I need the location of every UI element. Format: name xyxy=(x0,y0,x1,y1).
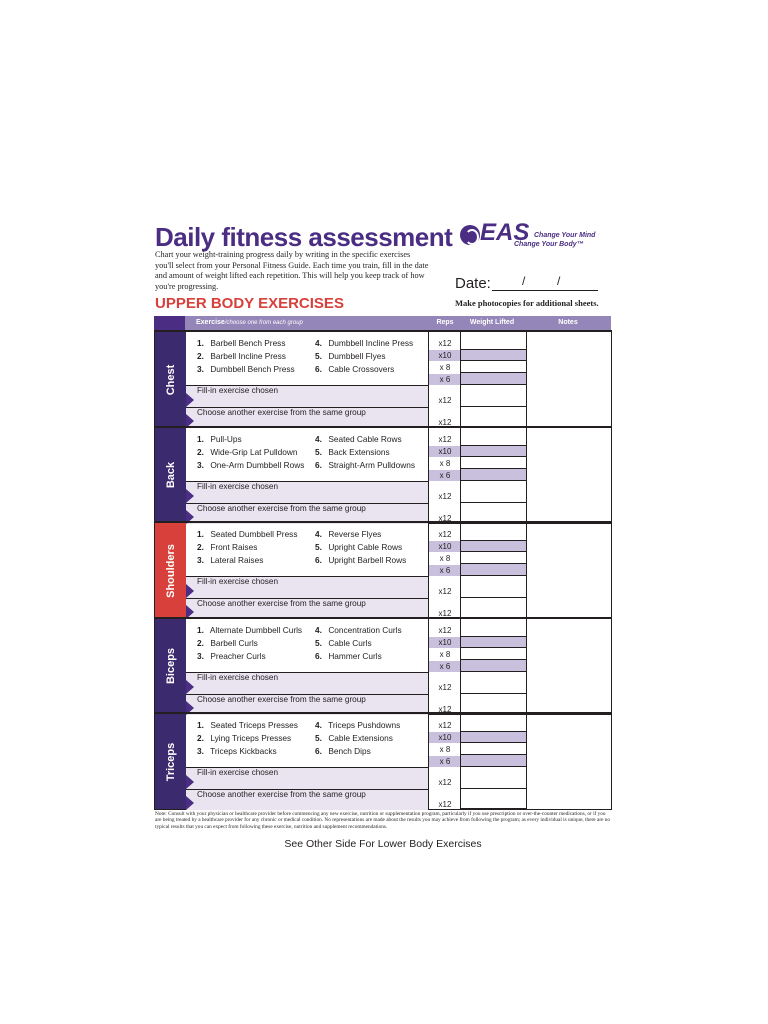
exercise-name: Cable Extensions xyxy=(328,733,393,743)
logo-tagline-2: Change Your Body™ xyxy=(514,241,584,248)
header-exercise xyxy=(196,319,303,326)
rep-label: x12 xyxy=(438,418,452,427)
weight-lifted-cell[interactable] xyxy=(461,385,527,407)
exercise-name: Seated Dumbbell Press xyxy=(210,529,298,539)
exercise-name: Preacher Curls xyxy=(210,650,266,661)
exercise-option xyxy=(197,650,302,663)
exercise-option xyxy=(197,541,297,554)
rep-label: x10 xyxy=(429,637,461,648)
exercise-name: Concentration Curls xyxy=(328,624,402,635)
row-marker-icon xyxy=(186,584,194,598)
exercise-name: Triceps Kickbacks xyxy=(210,746,277,756)
exercise-number: 1. xyxy=(197,529,204,539)
row-marker-icon xyxy=(186,393,194,407)
exercise-name: Front Raises xyxy=(210,542,258,552)
choose-another-label: Choose another exercise from the same group xyxy=(197,503,366,513)
exercise-option xyxy=(197,350,295,363)
notes-cell[interactable] xyxy=(526,714,612,809)
fill-in-label: Fill-in exercise chosen xyxy=(197,768,278,777)
exercise-name: Dumbbell Bench Press xyxy=(210,364,295,374)
rep-label: x12 xyxy=(438,778,452,787)
row-marker-icon xyxy=(186,680,194,694)
exercise-name: Seated Cable Rows xyxy=(328,433,402,444)
exercise-column xyxy=(315,719,400,758)
exercise-name: Back Extensions xyxy=(328,446,390,457)
exercise-name: Hammer Curls xyxy=(328,650,382,661)
exercise-option xyxy=(315,433,415,446)
weight-lifted-cell[interactable] xyxy=(461,446,527,457)
exercise-option xyxy=(315,554,406,567)
fill-in-exercise-field[interactable] xyxy=(186,767,428,789)
weight-lifted-cell[interactable] xyxy=(461,350,527,361)
reps-column xyxy=(428,714,461,809)
exercise-number: 5. xyxy=(315,446,322,457)
weight-lifted-cell[interactable] xyxy=(461,619,527,637)
exercise-number: 5. xyxy=(315,637,322,648)
exercise-group-biceps xyxy=(154,617,612,715)
exercise-column xyxy=(315,624,402,663)
notes-cell[interactable] xyxy=(526,619,612,714)
rep-label: x 6 xyxy=(429,470,461,481)
exercise-number: 4. xyxy=(315,529,322,539)
rep-label: x12 xyxy=(438,339,452,348)
header-reps: Reps xyxy=(436,319,454,326)
date-separator: / xyxy=(522,274,526,288)
weight-lifted-cell[interactable] xyxy=(461,407,527,427)
exercise-name: One-Arm Dumbbell Rows xyxy=(210,459,305,470)
rep-label: x12 xyxy=(438,434,452,444)
rep-label: x12 xyxy=(438,396,452,405)
weight-lifted-cell[interactable] xyxy=(461,503,527,523)
exercise-group-shoulders xyxy=(154,521,612,619)
exercise-name: Lying Triceps Presses xyxy=(210,733,292,743)
weight-column xyxy=(460,714,527,809)
notes-cell[interactable] xyxy=(526,523,612,618)
exercise-number: 2. xyxy=(197,446,204,457)
weight-lifted-cell[interactable] xyxy=(461,361,527,373)
notes-cell[interactable] xyxy=(526,332,612,427)
exercise-column xyxy=(197,719,298,758)
exercise-name: Bench Dips xyxy=(328,746,371,756)
exercise-option xyxy=(315,528,406,541)
exercise-name: Upright Barbell Rows xyxy=(328,555,407,565)
header-exercise-hint: /choose one from each group xyxy=(224,320,303,326)
disclaimer-note: Note: Consult with your physician or healthcare provider before commencing any new exercise, nutrition or supplementation program, particularly if you use prescription or over-the-counter medications, or if you are being treated by a healthcare provider for any chronic or medical condition. No representations are made about the results you may achieve from following the program; as every individual is unique, there are no typical results that you can expect from following these exercise, nutrition and supplement recommendations. xyxy=(155,811,611,830)
rep-label: x 6 xyxy=(429,661,461,672)
exercise-option xyxy=(315,745,400,758)
fill-in-label: Fill-in exercise chosen xyxy=(197,672,278,682)
row-marker-icon xyxy=(186,796,194,810)
weight-lifted-cell[interactable] xyxy=(461,552,527,564)
exercise-number: 1. xyxy=(197,433,204,444)
weight-lifted-cell[interactable] xyxy=(461,373,527,385)
exercise-name: Reverse Flyes xyxy=(328,529,382,539)
weight-column xyxy=(460,428,527,523)
group-label xyxy=(155,619,186,714)
weight-lifted-cell[interactable] xyxy=(461,743,527,755)
header-lead xyxy=(154,316,185,330)
weight-column xyxy=(460,332,527,427)
weight-lifted-cell[interactable] xyxy=(461,457,527,469)
exercise-number: 1. xyxy=(197,720,204,730)
exercise-number: 6. xyxy=(315,746,322,756)
weight-lifted-cell[interactable] xyxy=(461,523,527,541)
rep-label: x 6 xyxy=(429,756,461,767)
exercise-number: 2. xyxy=(197,351,204,361)
exercise-number: 4. xyxy=(315,624,322,635)
weight-lifted-cell[interactable] xyxy=(461,732,527,743)
rep-label: x12 xyxy=(438,609,452,618)
intro-text: Chart your weight-training progress daily by writing in the specific exercises you'll select from your Personal Fitness Guide. Each time you train, fill in the date and amount of weight lifted each repetition. This will help you keep track of how you're progressing. xyxy=(155,250,429,291)
weight-lifted-cell[interactable] xyxy=(461,541,527,552)
weight-lifted-cell[interactable] xyxy=(461,789,527,809)
section-title: UPPER BODY EXERCISES xyxy=(155,295,344,312)
header-exercise-label: Exercise xyxy=(196,319,225,326)
exercise-number: 4. xyxy=(315,338,322,348)
choose-another-label: Choose another exercise from the same group xyxy=(197,694,366,704)
exercise-name: Dumbbell Flyes xyxy=(328,351,386,361)
exercise-name: Wide-Grip Lat Pulldown xyxy=(210,446,298,457)
weight-lifted-cell[interactable] xyxy=(461,598,527,618)
exercise-name: Cable Crossovers xyxy=(328,364,395,374)
exercise-name: Barbell Curls xyxy=(210,637,258,648)
reps-column xyxy=(428,332,461,427)
fill-in-exercise-field[interactable] xyxy=(186,672,428,694)
exercise-option xyxy=(197,446,304,459)
exercise-number: 1. xyxy=(197,624,204,635)
weight-lifted-cell[interactable] xyxy=(461,648,527,660)
exercise-option xyxy=(197,637,302,650)
reps-column xyxy=(428,619,461,714)
exercise-name: Pull-Ups xyxy=(210,433,242,444)
exercise-group-triceps xyxy=(154,712,612,810)
exercise-name: Alternate Dumbbell Curls xyxy=(209,624,303,635)
exercise-number: 6. xyxy=(315,459,322,470)
exercise-group-chest xyxy=(154,330,612,428)
rep-label: x10 xyxy=(429,732,461,743)
weight-lifted-cell[interactable] xyxy=(461,660,527,672)
choose-another-field[interactable] xyxy=(186,789,428,810)
notes-cell[interactable] xyxy=(526,428,612,523)
exercise-column xyxy=(315,433,415,472)
weight-lifted-cell[interactable] xyxy=(461,694,527,714)
exercise-option xyxy=(197,624,302,637)
exercise-number: 2. xyxy=(197,733,204,743)
exercise-name: Lateral Raises xyxy=(210,555,264,565)
row-marker-icon xyxy=(186,489,194,503)
exercise-column xyxy=(197,624,302,663)
exercise-number: 6. xyxy=(315,555,322,565)
exercise-name: Upright Cable Rows xyxy=(328,542,403,552)
choose-another-label: Choose another exercise from the same group xyxy=(197,408,366,417)
group-name: Chest xyxy=(164,364,177,395)
reps-column xyxy=(428,428,461,523)
exercise-option xyxy=(315,446,415,459)
exercise-option xyxy=(315,541,406,554)
exercise-number: 5. xyxy=(315,733,322,743)
weight-column xyxy=(460,619,527,714)
exercise-name: Straight-Arm Pulldowns xyxy=(328,459,416,470)
exercise-number: 3. xyxy=(197,459,204,470)
date-field[interactable] xyxy=(492,290,598,291)
exercise-number: 3. xyxy=(197,364,204,374)
exercise-option xyxy=(197,528,297,541)
exercise-option xyxy=(197,337,295,350)
rep-label: x 8 xyxy=(439,554,451,563)
group-label xyxy=(155,523,186,618)
header-notes: Notes xyxy=(558,319,578,326)
exercise-option xyxy=(315,350,413,363)
rep-label: x10 xyxy=(429,446,461,457)
weight-lifted-cell[interactable] xyxy=(461,481,527,503)
exercise-column xyxy=(315,528,406,567)
exercise-option xyxy=(197,363,295,376)
exercise-option xyxy=(315,459,415,472)
photocopy-note: Make photocopies for additional sheets. xyxy=(455,298,599,308)
rep-label: x12 xyxy=(438,530,452,539)
logo-word: EAS xyxy=(480,219,530,246)
exercise-number: 3. xyxy=(197,555,204,565)
weight-lifted-cell[interactable] xyxy=(461,564,527,576)
date-separator: / xyxy=(557,274,561,288)
footer-text: See Other Side For Lower Body Exercises xyxy=(284,838,482,850)
rep-label: x12 xyxy=(438,587,452,596)
exercise-name: Barbell Bench Press xyxy=(210,338,286,348)
weight-lifted-cell[interactable] xyxy=(461,469,527,481)
exercise-group-back xyxy=(154,426,612,524)
weight-lifted-cell[interactable] xyxy=(461,767,527,789)
weight-lifted-cell[interactable] xyxy=(461,576,527,598)
fill-in-label: Fill-in exercise chosen xyxy=(197,386,278,395)
rep-label: x 6 xyxy=(429,565,461,576)
exercise-number: 6. xyxy=(315,364,322,374)
exercise-option xyxy=(197,554,297,567)
exercise-number: 3. xyxy=(197,650,204,661)
fill-in-exercise-field[interactable] xyxy=(186,385,428,407)
group-label xyxy=(155,714,186,809)
eas-logo-icon xyxy=(460,225,480,245)
table-header xyxy=(154,316,611,330)
rep-label: x10 xyxy=(429,350,461,361)
group-name: Biceps xyxy=(164,647,177,685)
rep-label: x 6 xyxy=(429,374,461,385)
exercise-column xyxy=(197,528,297,567)
assessment-table xyxy=(154,316,612,808)
exercise-column xyxy=(197,433,304,472)
rep-label: x12 xyxy=(438,625,452,635)
eas-logo xyxy=(460,219,610,255)
date-label: Date: xyxy=(455,275,491,292)
weight-lifted-cell[interactable] xyxy=(461,637,527,648)
choose-another-label: Choose another exercise from the same group xyxy=(197,599,366,608)
rep-label: x 8 xyxy=(439,458,451,468)
exercise-number: 6. xyxy=(315,650,322,661)
rep-label: x12 xyxy=(438,704,452,714)
group-name: Triceps xyxy=(164,742,177,781)
exercise-option xyxy=(315,363,413,376)
rep-label: x 8 xyxy=(439,745,451,754)
exercise-column xyxy=(197,337,295,376)
weight-column xyxy=(460,523,527,618)
rep-label: x12 xyxy=(438,721,452,730)
weight-lifted-cell[interactable] xyxy=(461,332,527,350)
fill-in-label: Fill-in exercise chosen xyxy=(197,577,278,586)
fill-in-exercise-field[interactable] xyxy=(186,481,428,503)
exercise-option xyxy=(197,732,298,745)
exercise-number: 5. xyxy=(315,351,322,361)
exercise-name: Cable Curls xyxy=(328,637,372,648)
group-label xyxy=(155,332,186,427)
rep-label: x12 xyxy=(438,800,452,809)
group-name: Back xyxy=(164,461,177,489)
exercise-option xyxy=(315,732,400,745)
weight-lifted-cell[interactable] xyxy=(461,755,527,767)
choose-another-label: Choose another exercise from the same group xyxy=(197,790,366,799)
rep-label: x12 xyxy=(438,513,452,523)
rep-label: x 8 xyxy=(439,649,451,659)
exercise-name: Barbell Incline Press xyxy=(210,351,286,361)
rep-label: x12 xyxy=(438,491,452,501)
group-label xyxy=(155,428,186,523)
exercise-option xyxy=(197,433,304,446)
exercise-option xyxy=(315,337,413,350)
fill-in-exercise-field[interactable] xyxy=(186,576,428,598)
exercise-number: 4. xyxy=(315,720,322,730)
exercise-number: 2. xyxy=(197,542,204,552)
page-title: Daily fitness assessment xyxy=(155,222,453,252)
exercise-option xyxy=(197,459,304,472)
group-name: Shoulders xyxy=(164,543,177,598)
exercise-number: 3. xyxy=(197,746,204,756)
row-marker-icon xyxy=(186,775,194,789)
reps-column xyxy=(428,523,461,618)
exercise-number: 1. xyxy=(197,338,204,348)
exercise-option xyxy=(315,650,402,663)
weight-lifted-cell[interactable] xyxy=(461,672,527,694)
exercise-column xyxy=(315,337,413,376)
exercise-name: Seated Triceps Presses xyxy=(210,720,298,730)
logo-tagline-1: Change Your Mind xyxy=(534,232,596,239)
header-weight-lifted: Weight Lifted xyxy=(469,319,515,326)
exercise-name: Triceps Pushdowns xyxy=(328,720,401,730)
exercise-option xyxy=(315,637,402,650)
rep-label: x10 xyxy=(429,541,461,552)
exercise-option xyxy=(197,719,298,732)
exercise-option xyxy=(315,624,402,637)
exercise-number: 2. xyxy=(197,637,204,648)
rep-label: x12 xyxy=(438,682,452,692)
rep-label: x 8 xyxy=(439,363,451,372)
weight-lifted-cell[interactable] xyxy=(461,428,527,446)
exercise-number: 5. xyxy=(315,542,322,552)
exercise-option xyxy=(197,745,298,758)
exercise-option xyxy=(315,719,400,732)
exercise-name: Dumbbell Incline Press xyxy=(328,338,414,348)
exercise-number: 4. xyxy=(315,433,322,444)
weight-lifted-cell[interactable] xyxy=(461,714,527,732)
fill-in-label: Fill-in exercise chosen xyxy=(197,481,278,491)
